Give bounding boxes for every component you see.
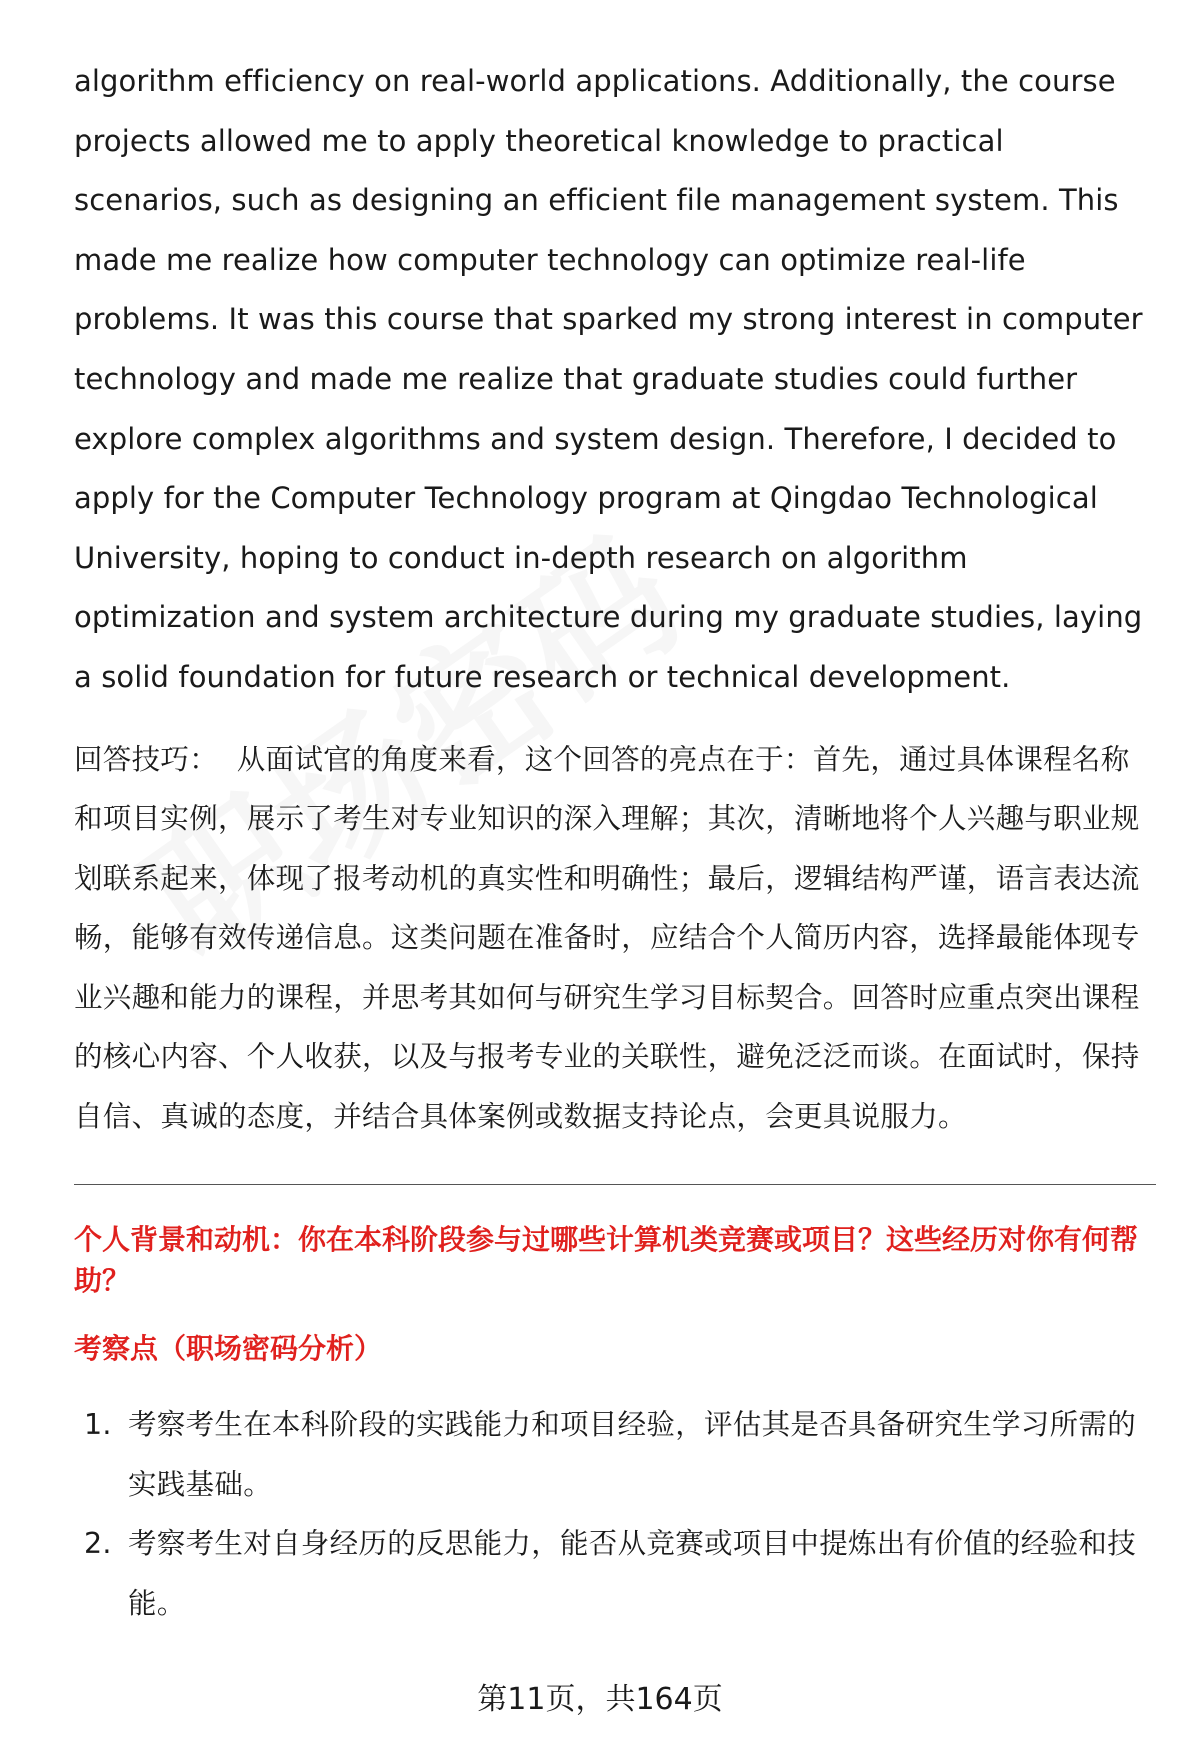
tips-spacer [218, 743, 237, 776]
list-item-number: 1. [84, 1408, 112, 1442]
list-item-number: 2. [84, 1527, 112, 1561]
section-divider [74, 1184, 1156, 1185]
tips-text: 从面试官的角度来看，这个回答的亮点在于：首先，通过具体课程名称和项目实例，展示了考生对专业知识的深入理解；其次，清晰地将个人兴趣与职业规划联系起来，体现了报考动机的真实性和明确性；最后，逻辑结构严谨，语言表达流畅，能够有效传递信息。这类问题在准备时，应结合个人简历内容，选择最能体现专业兴趣和能力的课程，并思考其如何与研究生学习目标契合。回答时应重点突出课程的核心内容、个人收获，以及与报考专业的关联性，避免泛泛而谈。在面试时，保持自信、真诚的态度，并结合具体案例或数据支持论点，会更具说服力。 [74, 742, 1140, 1133]
question-title: 个人背景和动机：你在本科阶段参与过哪些计算机类竞赛或项目？这些经历对你有何帮助？ [74, 1223, 1139, 1298]
answer-tips-paragraph [74, 730, 1156, 1147]
assessment-points-heading: 考察点（职场密码分析） [74, 1332, 383, 1366]
document-page [74, 52, 1156, 1633]
page-indicator: 第11页，共164页 [477, 1682, 723, 1717]
list-item-text: 考察考生对自身经历的反思能力，能否从竞赛或项目中提炼出有价值的经验和技能。 [128, 1527, 1137, 1620]
english-answer-paragraph: algorithm efficiency on real-world applications. Additionally, the course projects allowed me to apply theoretical knowledge to practical scenarios, such as designing an efficient file management system. This made me realize how computer technology can optimize real-life problems. It was this course that sparked my strong interest in computer technology and made me realize that graduate studies could further explore complex algorithms and system design. Therefore, I decided to apply for the Computer Technology program at Qingdao Technological University, hoping to conduct in-depth research on algorithm optimization and system architecture during my graduate studies, laying a solid foundation for future research or technical development. [74, 64, 1143, 694]
tips-label: 回答技巧： [74, 742, 219, 776]
assessment-points-list [74, 1395, 1156, 1633]
list-item [74, 1514, 1156, 1633]
list-item-text: 考察考生在本科阶段的实践能力和项目经验，评估其是否具备研究生学习所需的实践基础。 [128, 1408, 1137, 1501]
list-item [74, 1395, 1156, 1514]
